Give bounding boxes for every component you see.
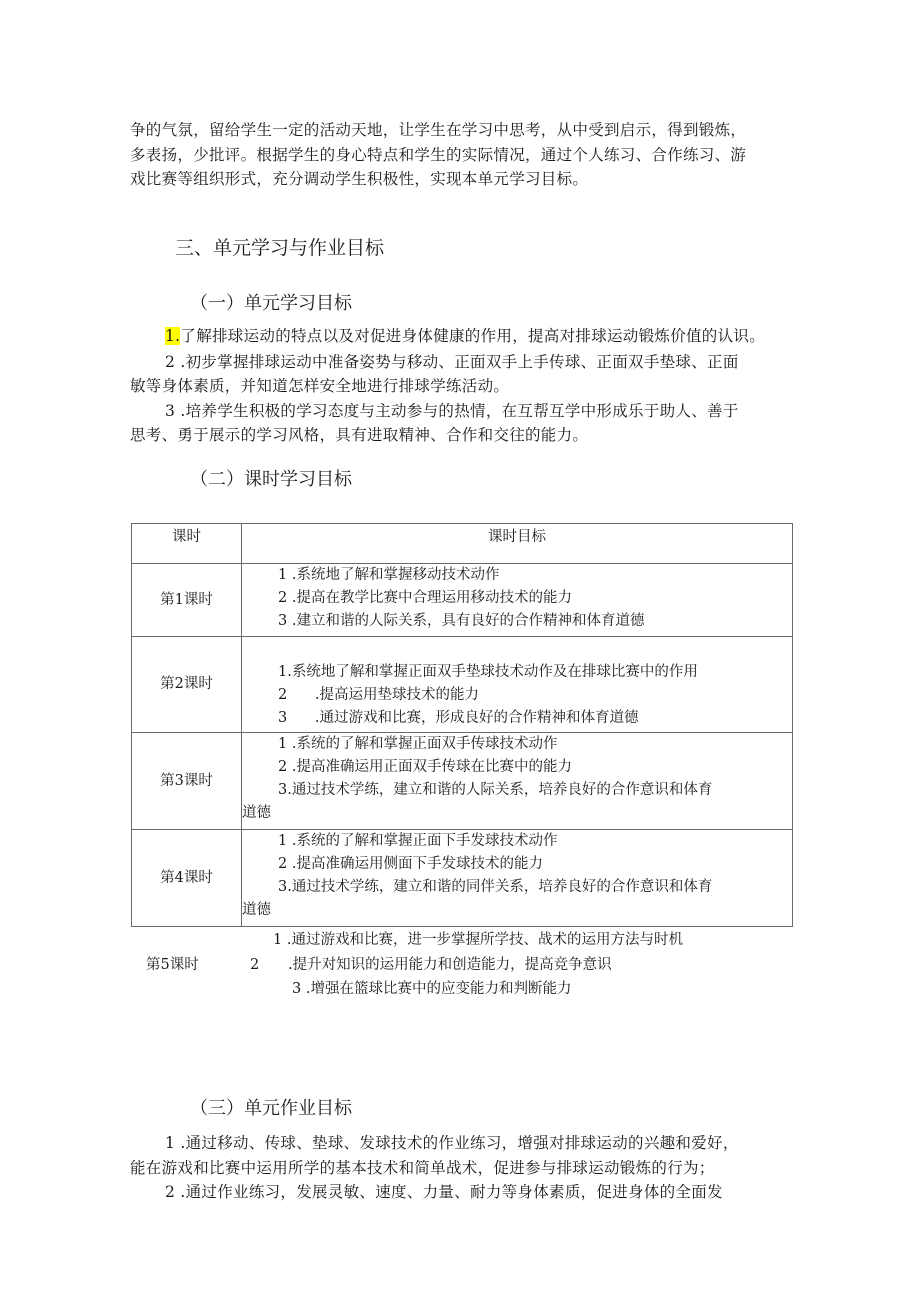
lesson-5-label: 第5课时 bbox=[146, 957, 199, 973]
table-row bbox=[132, 564, 793, 637]
table-header-row bbox=[132, 524, 793, 564]
goals-cell: 1 .系统的了解和掌握正面下手发球技术动作 2 .提高准确运用侧面下手发球技术的能力 3.通过技术学练，建立和谐的同伴关系，培养良好的合作意识和体育 道德 bbox=[242, 830, 793, 927]
table-row bbox=[132, 637, 793, 733]
lesson-5-goal-3: 3 .增强在篮球比赛中的应变能力和判断能力 bbox=[292, 981, 572, 997]
unit-goal-2-line-1: 2 .初步掌握排球运动中准备姿势与移动、正面双手上手传球、正面双手垫球、正面 bbox=[165, 353, 739, 371]
lesson-5-goal-2-text: .提升对知识的运用能力和创造能力，提高竞争意识 bbox=[288, 957, 612, 973]
unit-goal-3-line-1: 3 .培养学生积极的学习态度与主动参与的热情，在互帮互学中形成乐于助人、善于 bbox=[165, 402, 739, 420]
lesson-5-goal-2-num: 2 bbox=[250, 957, 260, 973]
lesson-goals-table bbox=[131, 523, 793, 927]
intro-line-1: 争的气氛，留给学生一定的活动天地，让学生在学习中思考，从中受到启示，得到锻炼， bbox=[130, 121, 747, 139]
goals-cell: 1.系统地了解和掌握正面双手垫球技术动作及在排球比赛中的作用 2 .提高运用垫球技术的能力 3 .通过游戏和比赛，形成良好的合作精神和体育道德 bbox=[242, 637, 793, 733]
unit-goal-1: 1.了解排球运动的特点以及对促进身体健康的作用，提高对排球运动锻炼价值的认识。 bbox=[165, 327, 765, 345]
homework-goal-1-line-2: 能在游戏和比赛中运用所学的基本技术和简单战术，促进参与排球运动锻炼的行为； bbox=[130, 1159, 715, 1177]
homework-goal-2-line-1: 2 .通过作业练习，发展灵敏、速度、力量、耐力等身体素质，促进身体的全面发 bbox=[165, 1183, 723, 1201]
lesson-5-goal-1: 1 .通过游戏和比赛，进一步掌握所学技、战术的运用方法与时机 bbox=[273, 932, 683, 948]
subsection-3-title: （三）单元作业目标 bbox=[190, 1098, 352, 1119]
table-row bbox=[132, 733, 793, 830]
subsection-2-title: （二）课时学习目标 bbox=[190, 469, 352, 490]
highlighted-number: 1. bbox=[165, 327, 181, 345]
table-row bbox=[132, 830, 793, 927]
goals-cell: 1 .系统地了解和掌握移动技术动作 2 .提高在教学比赛中合理运用移动技术的能力 3 .建立和谐的人际关系，具有良好的合作精神和体育道德 bbox=[242, 564, 793, 637]
header-goals: 课时目标 bbox=[242, 524, 793, 564]
section-title: 三、单元学习与作业目标 bbox=[175, 237, 385, 259]
lesson-cell: 第1课时 bbox=[132, 564, 242, 637]
lesson-cell: 第2课时 bbox=[132, 637, 242, 733]
lesson-cell: 第4课时 bbox=[132, 830, 242, 927]
homework-goal-1-line-1: 1 .通过移动、传球、垫球、发球技术的作业练习，增强对排球运动的兴趣和爱好， bbox=[165, 1134, 739, 1152]
lesson-cell: 第3课时 bbox=[132, 733, 242, 830]
unit-goal-2-line-2: 敏等身体素质，并知道怎样安全地进行排球学练活动。 bbox=[130, 377, 510, 395]
subsection-1-title: （一）单元学习目标 bbox=[190, 293, 352, 314]
goals-cell: 1 .系统的了解和掌握正面双手传球技术动作 2 .提高准确运用正面双手传球在比赛中的能力 3.通过技术学练，建立和谐的人际关系，培养良好的合作意识和体育 道德 bbox=[242, 733, 793, 830]
unit-goal-3-line-2: 思考、勇于展示的学习风格，具有进取精神、合作和交往的能力。 bbox=[130, 426, 589, 444]
intro-line-2: 多表扬，少批评。根据学生的身心特点和学生的实际情况，通过个人练习、合作练习、游 bbox=[130, 146, 747, 164]
intro-line-3: 戏比赛等组织形式，充分调动学生积极性，实现本单元学习目标。 bbox=[130, 170, 589, 188]
header-lesson: 课时 bbox=[132, 524, 242, 564]
